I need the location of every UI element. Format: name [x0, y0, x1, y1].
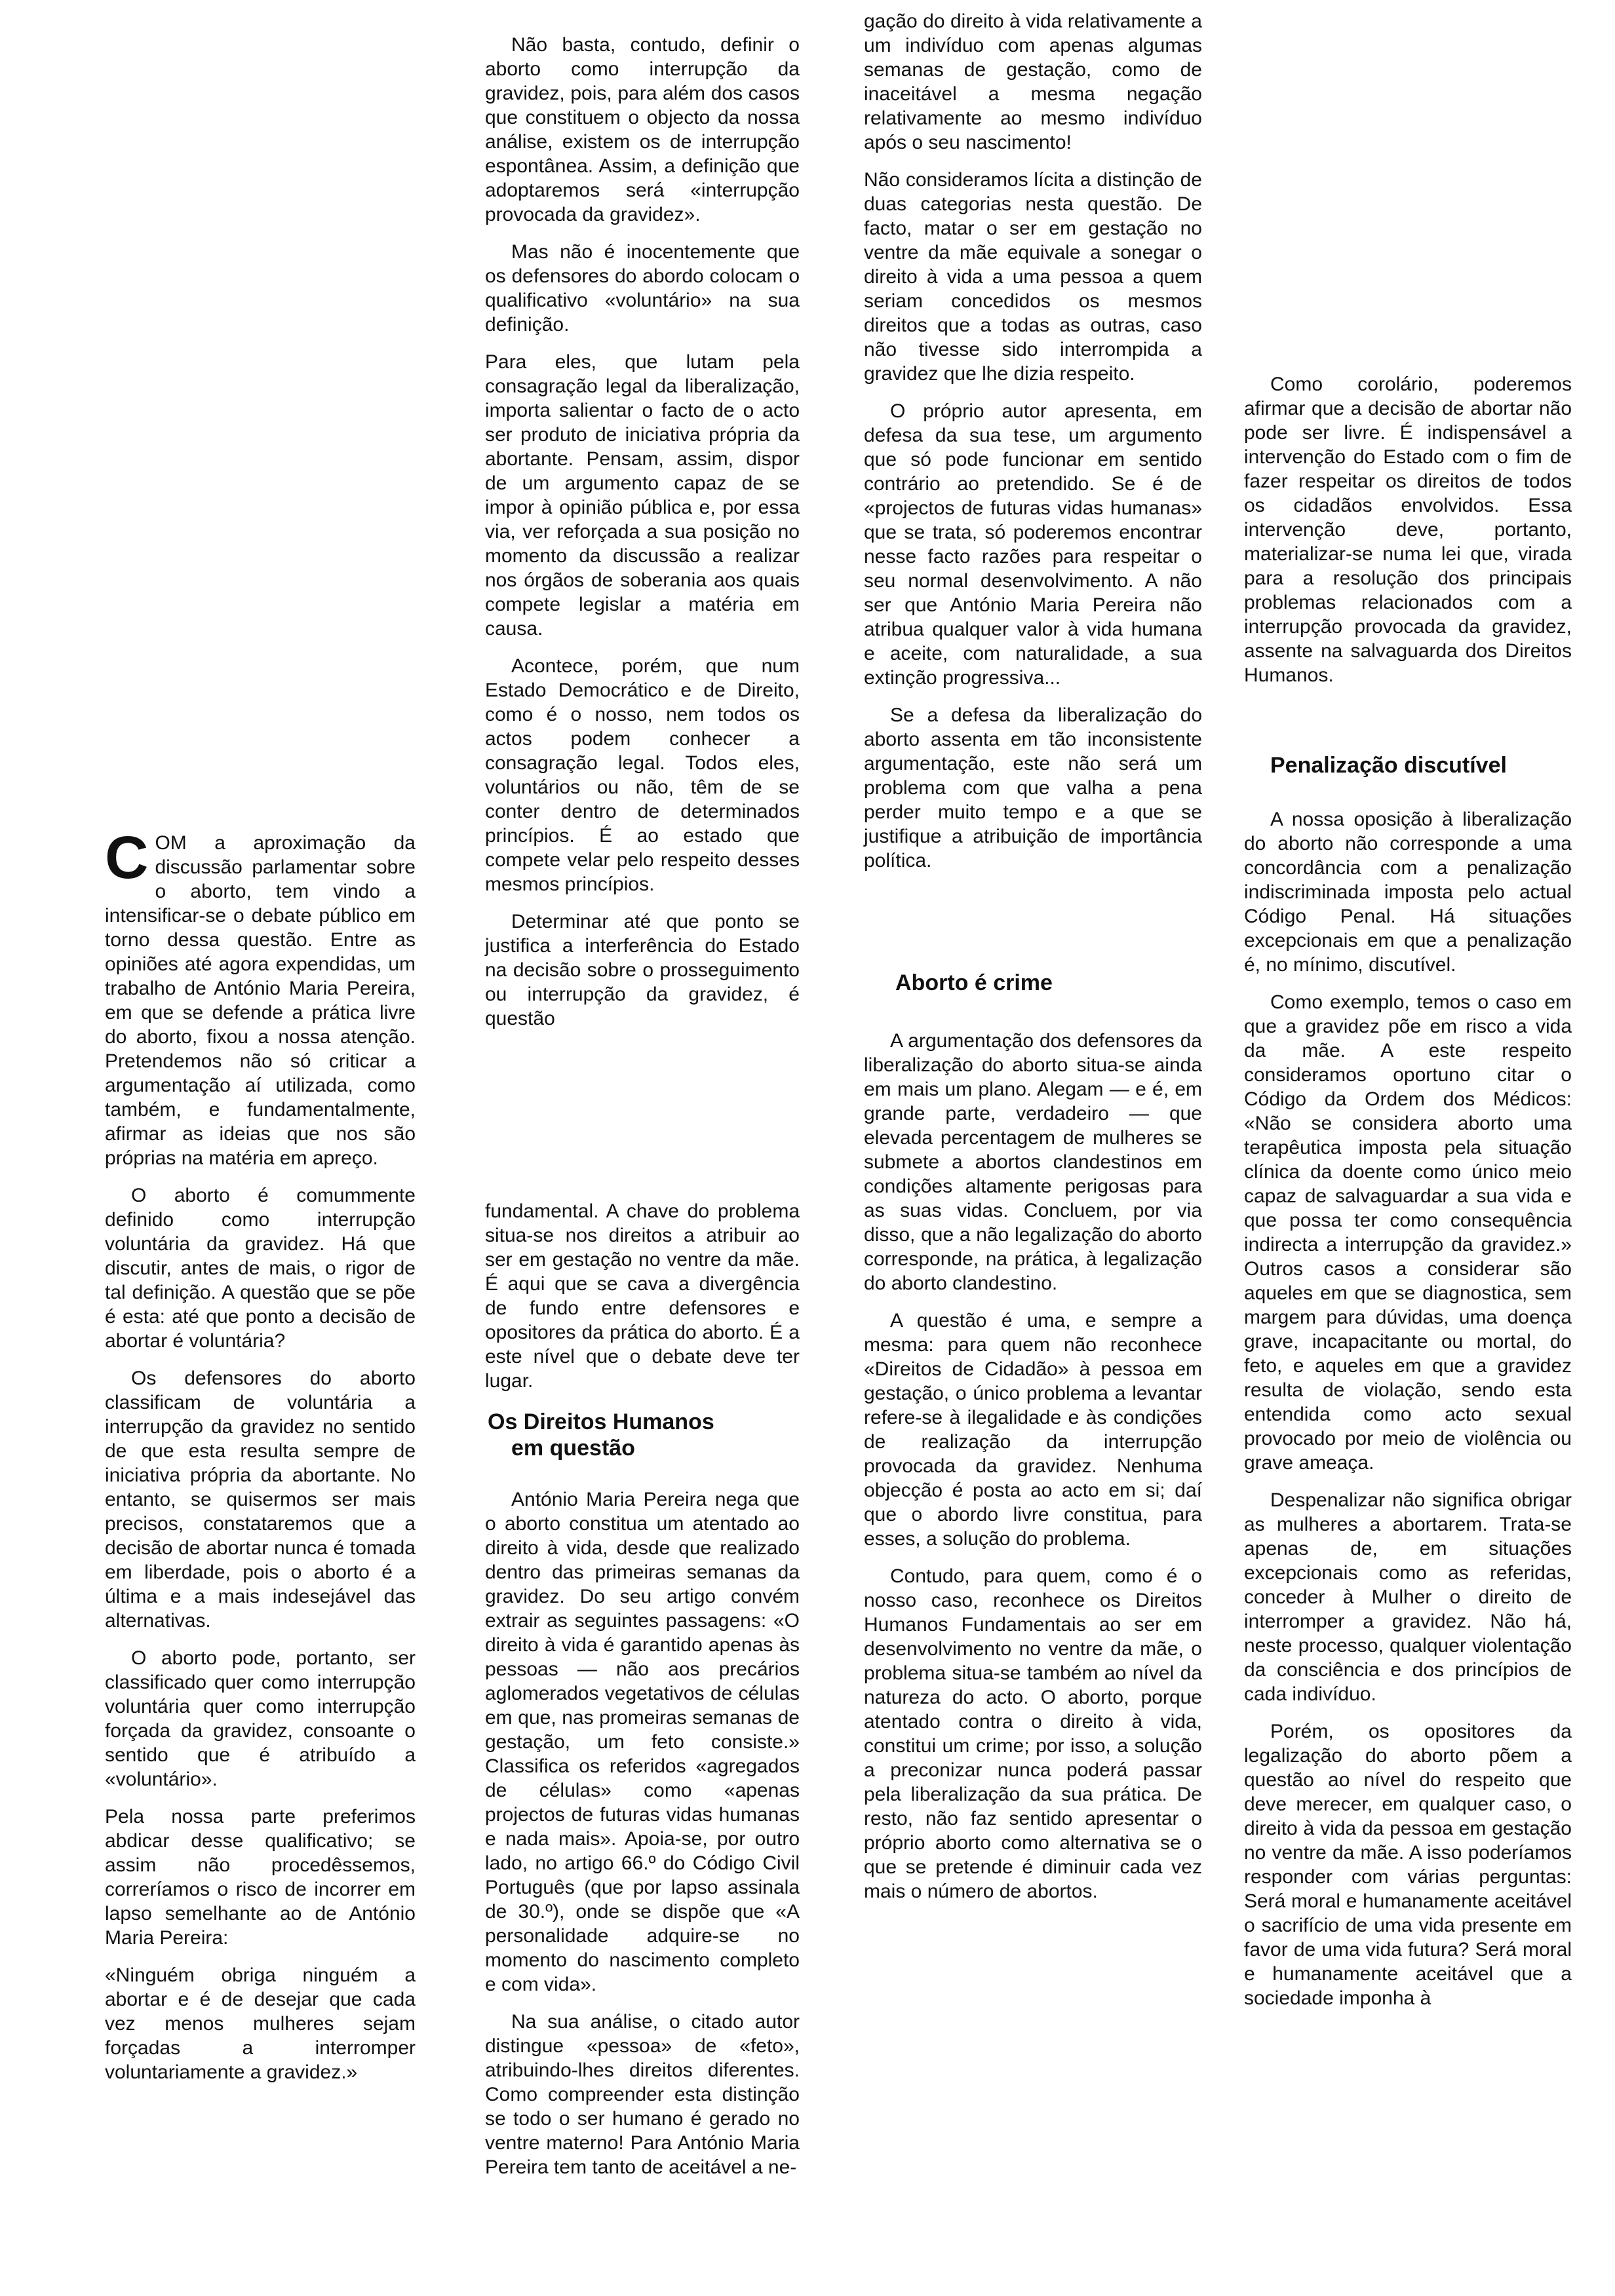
paragraph: A argumentação dos defensores da liberalização do aborto situa-se ainda em mais um plano. Alegam — e é, em grande parte, verdadeiro — que elevada percentagem de mulheres se submete a abortos clandestinos em condições altamente perigosas para as suas vidas. Concluem, por via disso, que a não legalização do aborto corresponde, na prática, à legalização do aborto clandestino. [864, 1030, 1202, 1294]
paragraph: O aborto é comummente definido como interrupção voluntária da gravidez. Há que discutir, antes de mais, o rigor de tal definição. A questão que se põe é esta: até que ponto a decisão de abortar é voluntária? [105, 1185, 416, 1352]
paragraph: A nossa oposição à liberalização do aborto não corresponde a uma concordância com a penalização indiscriminada imposta pelo actual Código Penal. Há situações excepcionais em que a penalização é, no mínimo, discutível. [1244, 809, 1572, 976]
section-heading-aborto-crime: Aborto é crime [895, 970, 1053, 995]
section-heading-human-rights: Os Direitos Humanos em questão [488, 1409, 714, 1461]
paragraph: Como exemplo, temos o caso em que a gravidez põe em risco a vida da mãe. A este respeito consideramos oportuno citar o Código da Ordem dos Médicos: «Não se considera aborto uma terapêutica imposta pela situação clínica da doente como único meio capaz de salvaguardar a sua vida e que possa ter como consequência indirecta a interrupção da gravidez.» Outros casos a considerar são aqueles em que se diagnostica, sem margem para dúvidas, uma doença grave, incapacitante ou mortal, do feto, e aqueles em que a gravidez resulta de violação, sendo esta entendida como acto sexual provocado por meio de violência ou grave ameaça. [1244, 991, 1572, 1474]
paragraph: Para eles, que lutam pela consagração legal da liberalização, importa salientar o facto de o acto ser produto de iniciativa própria da abortante. Pensam, assim, dispor de um argumento capaz de se impor à opinião pública e, por essa via, ver reforçada a sua posição no momento da discussão a realizar nos órgãos de soberania aos quais compete legislar a matéria em causa. [485, 351, 800, 640]
article-column-4-top [1244, 372, 1572, 700]
paragraph: gação do direito à vida relativamente a um indivíduo com apenas algumas semanas de gestação, como de inaceitável a mesma negação relativamente ao mesmo indivíduo após o seu nascimento! [864, 10, 1202, 153]
paragraph: Despenalizar não significa obrigar as mulheres a abortarem. Trata-se apenas de, em situações excepcionais como as referidas, conceder à Mulher o direito de interromper a gravidez. Não há, neste processo, qualquer violentação da consciência e dos princípios de cada indivíduo. [1244, 1489, 1572, 1705]
section-heading-penalizacao: Penalização discutível [1270, 753, 1507, 778]
paragraph: António Maria Pereira nega que o aborto constitua um atentado ao direito à vida, desde que realizado dentro das primeiras semanas da gravidez. Do seu artigo convém extrair as seguintes passagens: «O direito à vida é garantido apenas às pessoas — não aos precários aglomerados vegetativos de células em que, nas promeiras semanas de gestação, um feto consiste.» Classifica os referidos «agregados de células» como «apenas projectos de futuras vidas humanas e nada mais». Apoia-se, por outro lado, no artigo 66.º do Código Civil Português (que por lapso assinala de 30.º), onde se dispõe que «A personalidade adquire-se no momento do nascimento completo e com vida». [485, 1489, 800, 1995]
paragraph: Contudo, para quem, como é o nosso caso, reconhece os Direitos Humanos Fundamentais ao ser em desenvolvimento no ventre da mãe, o problema situa-se também ao nível da natureza do acto. O aborto, porque atentado contra o direito à vida, constitui um crime; por isso, a solução a preconizar nunca poderá passar pela liberalização da sua prática. De resto, não faz sentido apresentar o próprio aborto como alternativa se o que se pretende é diminuir cada vez mais o número de abortos. [864, 1565, 1202, 1902]
article-column-3-bottom [864, 1029, 1202, 1917]
paragraph: Porém, os opositores da legalização do aborto põem a questão ao nível do respeito que deve merecer, em qualquer caso, o direito à vida da pessoa em gestação no ventre da mãe. A isso poderíamos responder com várias perguntas: Será moral e humanamente aceitável o sacrifício de uma vida presente em favor de uma vida futura? Será moral e humanamente aceitável que a sociedade imponha à [1244, 1721, 1572, 2009]
paragraph: fundamental. A chave do problema situa-se nos direitos a atribuir ao ser em gestação no ventre da mãe. É aqui que se cava a divergência de fundo entre defensores e opositores da prática do aborto. É a este nível que o debate deve ter lugar. [485, 1200, 800, 1392]
paragraph: Como corolário, poderemos afirmar que a decisão de abortar não pode ser livre. É indispensável a intervenção do Estado com o fim de fazer respeitar os direitos de todos os cidadãos envolvidos. Essa intervenção deve, portanto, materializar-se numa lei que, virada para a resolução dos principais problemas relacionados com a interrupção provocada da gravidez, assente na salvaguarda dos Direitos Humanos. [1244, 373, 1572, 686]
paragraph: Pela nossa parte preferimos abdicar desse qualificativo; se assim não procedêssemos, correríamos o risco de incorrer em lapso semelhante ao de António Maria Pereira: [105, 1806, 416, 1949]
paragraph: Se a defesa da liberalização do aborto assenta em tão inconsistente argumentação, este não será um problema com que valha a pena perder muito tempo e a que se justifique a atribuição de importância política. [864, 704, 1202, 871]
paragraph: Acontece, porém, que num Estado Democrático e de Direito, como é o nosso, nem todos os actos podem conhecer a consagração legal. Todos eles, voluntários ou não, têm de se conter dentro de determinados princípios. É ao estado que compete velar pelo respeito desses mesmos princípios. [485, 655, 800, 895]
paragraph: Mas não é inocentemente que os defensores do abordo colocam o qualificativo «voluntário» na sua definição. [485, 241, 800, 335]
paragraph: O próprio autor apresenta, em defesa da sua tese, um argumento que só pode funcionar em sentido contrário ao pretendido. Se é de «projectos de futuras vidas humanas» que se trata, só poderemos encontrar nesse facto razões para respeitar o seu normal desenvolvimento. A não ser que António Maria Pereira não atribua qualquer valor à vida humana e aceite, com naturalidade, a sua extinção progressiva... [864, 400, 1202, 689]
paragraph: Não consideramos lícita a distinção de duas categorias nesta questão. De facto, matar o ser em gestação no ventre da mãe equivale a sonegar o direito à vida a uma pessoa a quem seriam concedidos os mesmos direitos que a todas as outras, caso não tivesse sido interrompida a gravidez que lhe dizia respeito. [864, 169, 1202, 385]
article-column-1 [105, 824, 416, 2097]
paragraph: Os defensores do aborto classificam de voluntária a interrupção da gravidez no sentido de que esta resulta sempre de iniciativa própria da abortante. No entanto, se quisermos ser mais precisos, constataremos que a decisão de abortar nunca é tomada em liberdade, pois o aborto é a última e a mais indesejável das alternativas. [105, 1368, 416, 1632]
article-column-2-top [485, 33, 800, 1044]
article-column-2-bottom [485, 1487, 800, 2192]
paragraph: Determinar até que ponto se justifica a interferência do Estado na decisão sobre o prosseguimento ou interrupção da gravidez, é questão [485, 911, 800, 1029]
paragraph: Não basta, contudo, definir o aborto como interrupção da gravidez, pois, para além dos casos que constituem o objecto da nossa análise, existem os de interrupção espontânea. Assim, a definição que adoptaremos será «interrupção provocada da gravidez». [485, 34, 800, 225]
drop-cap: C [105, 824, 149, 891]
article-column-4-bottom [1244, 807, 1572, 2023]
quote-paragraph: «Ninguém obriga ninguém a abortar e é de desejar que cada vez menos mulheres sejam forçadas a interromper voluntariamente a gravidez.» [105, 1964, 416, 2083]
paragraph: COM a aproximação da discussão parlamentar sobre o aborto, tem vindo a intensificar-se o debate público em torno dessa questão. Entre as opiniões até agora expendidas, um trabalho de António Maria Pereira, em que se defende a prática livre do aborto, fixou a nossa atenção. Pretendemos não só criticar a argumentação aí utilizada, como também, e fundamentalmente, afirmar as ideias que nos são próprias na matéria em apreço. [105, 824, 416, 1169]
paragraph: O aborto pode, portanto, ser classificado quer como interrupção voluntária quer como interrupção forçada da gravidez, consoante o sentido que é atribuído a «voluntário». [105, 1647, 416, 1790]
article-column-3-top [864, 9, 1202, 886]
paragraph: Na sua análise, o citado autor distingue «pessoa» de «feto», atribuindo-lhes direitos diferentes. Como compreender esta distinção se todo o ser humano é gerado no ventre materno! Para António Maria Pereira tem tanto de aceitável a ne- [485, 2011, 800, 2178]
paragraph: A questão é uma, e sempre a mesma: para quem não reconhece «Direitos de Cidadão» à pessoa em gestação, o único problema a levantar refere-se à ilegalidade e às condições de realização da interrupção provocada da gravidez. Nenhuma objecção é posta ao acto em si; daí que o abordo livre constitua, para esses, a solução do problema. [864, 1310, 1202, 1550]
article-column-2-mid [485, 1199, 800, 1406]
